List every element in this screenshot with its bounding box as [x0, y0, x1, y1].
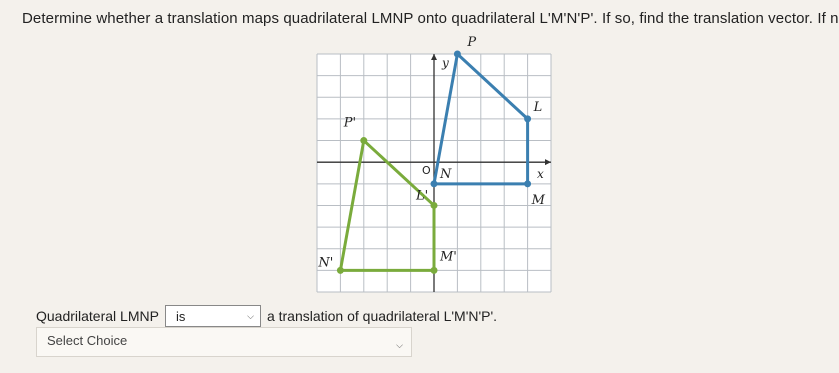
answer-sentence [36, 305, 497, 327]
answer-prefix: Quadrilateral LMNP [36, 308, 159, 324]
vertex-label: P [467, 35, 477, 50]
vertex-point [431, 180, 438, 187]
vertex-label: L' [416, 188, 429, 204]
vertex-label: N [440, 166, 452, 182]
is-isnot-dropdown[interactable] [165, 305, 261, 327]
origin-label: O [422, 164, 431, 178]
vertex-label: N' [318, 255, 334, 271]
vertex-point [431, 267, 438, 274]
vertex-label: M [531, 192, 545, 208]
vertex-point [431, 202, 438, 209]
coordinate-graph [317, 35, 551, 292]
vertex-label: L [533, 99, 543, 115]
select-choice-label: Select Choice [47, 333, 128, 348]
select-choice-dropdown[interactable] [36, 327, 412, 357]
vertex-label: P' [343, 115, 357, 131]
vertex-point [360, 137, 367, 144]
vertex-point [524, 115, 531, 122]
vertex-point [524, 180, 531, 187]
vertex-point [337, 267, 344, 274]
chevron-down-icon: ⌵ [396, 340, 403, 350]
vertex-label: M' [440, 249, 457, 265]
answer-suffix: a translation of quadrilateral L'M'N'P'. [266, 308, 498, 324]
chevron-down-icon: ⌵ [247, 310, 254, 321]
question-text: Determine whether a translation maps quadrilateral LMNP onto quadrilateral L'M'N'P'. If so, find the translation vector. If n [22, 10, 839, 27]
dropdown-value: is [175, 308, 186, 324]
x-axis-label: x [537, 167, 544, 182]
vertex-point [454, 51, 461, 58]
y-axis-label: y [442, 56, 449, 70]
